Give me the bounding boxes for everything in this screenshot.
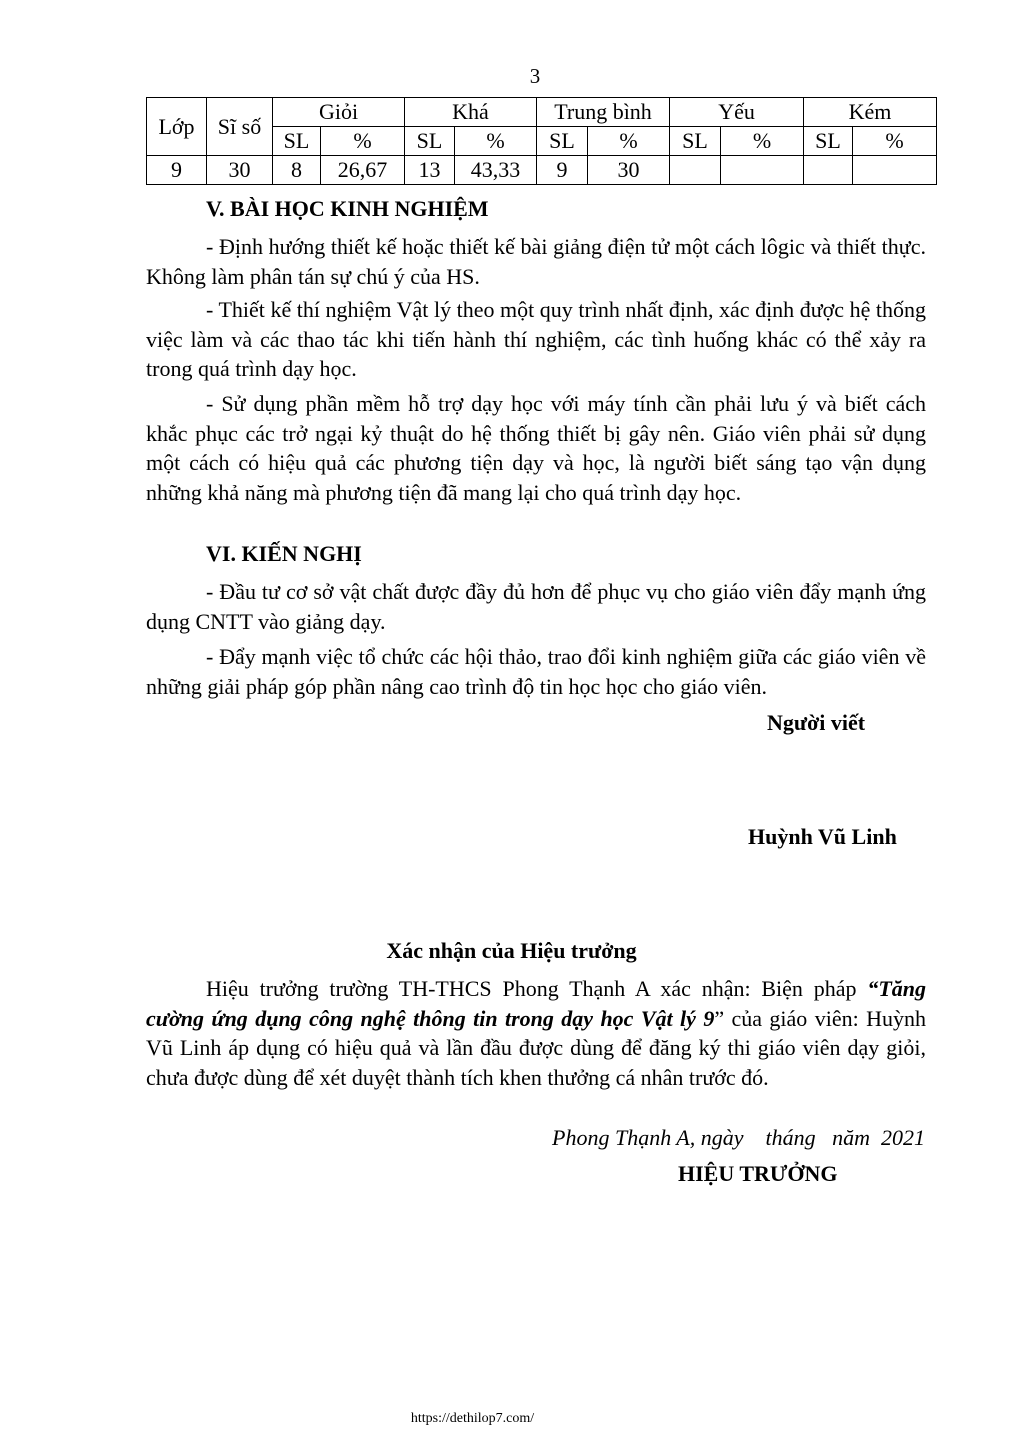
confirmation-text-start: Hiệu trưởng trường TH-THCS Phong Thạnh A xác nhận: Biện pháp [206, 976, 868, 1001]
cell-yeu-sl [670, 156, 721, 185]
subheader-sl: SL [405, 127, 455, 156]
confirmation-text-end: ” của giáo viên: Huỳnh Vũ Linh áp dụng có hiệu quả và lần đầu được dùng để đăng ký thi giáo viên dạy giỏi, chưa được dùng để xét duyệt thành tích khen thưởng cá nhân trước đó. [146, 1005, 926, 1090]
section-6-heading: VI. KIẾN NGHỊ [206, 541, 362, 566]
writer-title: Người viết [767, 710, 866, 735]
header-yeu: Yếu [670, 98, 804, 127]
results-table [146, 97, 937, 185]
subheader-sl: SL [273, 127, 321, 156]
table-header-row [147, 98, 937, 127]
cell-gioi-sl: 8 [273, 156, 321, 185]
header-trung-binh: Trung bình [537, 98, 670, 127]
principal-title: HIỆU TRƯỞNG [678, 1161, 838, 1186]
subheader-pct: % [721, 127, 804, 156]
section-5-paragraph-2: - Thiết kế thí nghiệm Vật lý theo một quy trình nhất định, xác định được hệ thống việc làm và các thao tác khi tiến hành thí nghiệm, các tình huống khác có thể xảy ra trong quá trình dạy học. [146, 297, 926, 381]
section-5-heading: V. BÀI HỌC KINH NGHIỆM [206, 196, 489, 221]
header-lop: Lớp [147, 98, 207, 156]
header-kha: Khá [405, 98, 537, 127]
subheader-sl: SL [537, 127, 588, 156]
subheader-sl: SL [670, 127, 721, 156]
page-number: 3 [529, 64, 541, 88]
section-6-paragraph-1: - Đầu tư cơ sở vật chất được đầy đủ hơn để phục vụ cho giáo viên đẩy mạnh ứng dụng CNTT vào giảng dạy. [146, 579, 926, 634]
cell-gioi-pct: 26,67 [321, 156, 405, 185]
table-row [147, 156, 937, 185]
confirmation-paragraph [146, 974, 926, 1092]
header-si-so: Sĩ số [207, 98, 273, 156]
cell-si-so: 30 [207, 156, 273, 185]
cell-kha-sl: 13 [405, 156, 455, 185]
section-5-paragraph-1: - Định hướng thiết kế hoặc thiết kế bài giảng điện tử một cách lôgic và thiết thực. Không làm phân tán sự chú ý của HS. [146, 234, 926, 289]
confirmation-heading: Xác nhận của Hiệu trưởng [386, 938, 637, 963]
section-6-paragraph-2: - Đẩy mạnh việc tổ chức các hội thảo, trao đổi kinh nghiệm giữa các giáo viên về những giải pháp góp phần nâng cao trình độ tin học học cho giáo viên. [146, 644, 926, 699]
subheader-pct: % [853, 127, 937, 156]
footer-url: https://dethilop7.com/ [410, 1411, 535, 1426]
writer-name: Huỳnh Vũ Linh [748, 824, 897, 849]
cell-tb-sl: 9 [537, 156, 588, 185]
header-kem: Kém [804, 98, 937, 127]
cell-yeu-pct [721, 156, 804, 185]
cell-lop: 9 [147, 156, 207, 185]
subheader-pct: % [455, 127, 537, 156]
cell-tb-pct: 30 [588, 156, 670, 185]
subheader-pct: % [321, 127, 405, 156]
cell-kem-pct [853, 156, 937, 185]
cell-kha-pct: 43,33 [455, 156, 537, 185]
header-gioi: Giỏi [273, 98, 405, 127]
subheader-pct: % [588, 127, 670, 156]
measure-title: “Tăng cường ứng dụng công nghệ thông tin trong dạy học Vật lý 9 [146, 976, 926, 1031]
subheader-sl: SL [804, 127, 853, 156]
section-5-paragraph-3: - Sử dụng phần mềm hỗ trợ dạy học với máy tính cần phải lưu ý và biết cách khắc phục các trở ngại kỷ thuật do hệ thống thiết bị gây nên. Giáo viên phải sử dụng một cách có hiệu quả các phương tiện dạy và học, là người biết sáng tạo vận dụng những khả năng mà phương tiện đã mang lại cho quá trình dạy học. [146, 391, 926, 505]
confirmation-date: Phong Thạnh A, ngày tháng năm 2021 [552, 1125, 925, 1150]
cell-kem-sl [804, 156, 853, 185]
